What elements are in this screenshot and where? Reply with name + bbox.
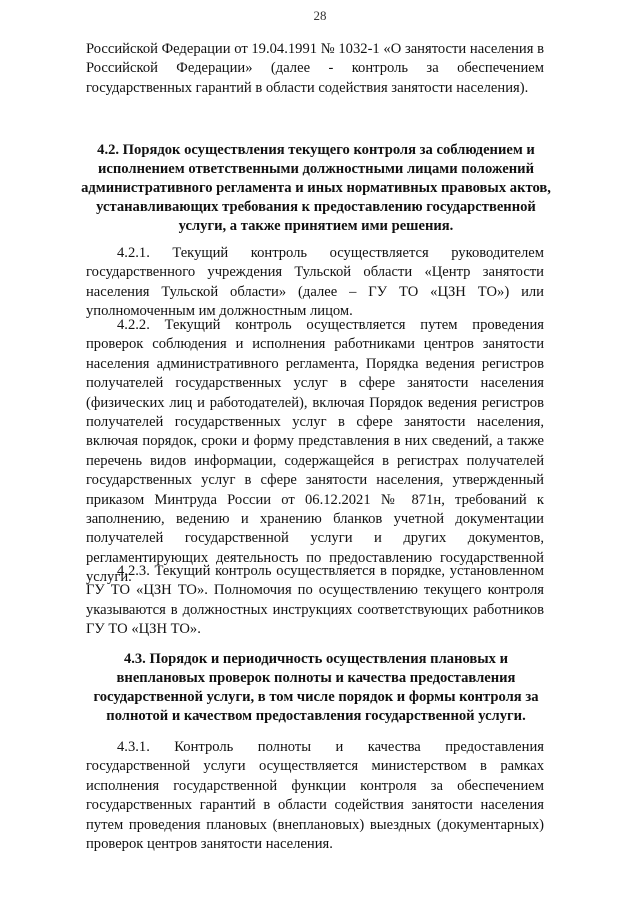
paragraph-4-3-1: 4.3.1. Контроль полноты и качества предоставления государственной услуги осуществляется министерством в рамках исполнения государственной функции контроля за обеспечением государственных гарантий в области содействия занятости населения путем проведения плановых (внеплановых) выездных (документарных) проверок центров занятости населения. (86, 739, 544, 853)
page-number: 28 (313, 8, 327, 23)
paragraph-4-2-2: 4.2.2. Текущий контроль осуществляется путем проведения проверок соблюдения и исполнения работниками центров занятости населения административного регламента, Порядка ведения регистров получателей государственных услуг в сфере занятости населения (физических лиц и работодателей), включая Порядок ведения регистров получателей государственных услуг в сфере занятости населения, включая порядок, сроки и форму представления в них сведений, а также перечень видов информации, содержащейся в регистрах получателей государственных услуг в сфере занятости населения, утвержденный приказом Минтруда России от 06.12.2021 № 871н, требований к заполнению, ведению и хранению бланков учетной документации получателей государственной услуги и других документов, регламентирующих деятельность по предоставлению государственной услуги. (86, 317, 544, 586)
paragraph-4-2-1: 4.2.1. Текущий контроль осуществляется руководителем государственного учреждения Тульской области «Центр занятости населения Тульской области» (далее – ГУ ТО «ЦЗН ТО») или уполномоченным им должностным лицом. (86, 245, 544, 320)
section-heading-4-3: 4.3. Порядок и периодичность осуществления плановых и внеплановых проверок полноты и качества предоставления государственной услуги, в том числе порядок и формы контроля за полнотой и качеством предоставления государственной услуги. (93, 651, 539, 724)
paragraph-4-2-3: 4.2.3. Текущий контроль осуществляется в порядке, установленном ГУ ТО «ЦЗН ТО». Полномочия по осуществлению текущего контроля указываются в должностных инструкциях соответствующих работников ГУ ТО «ЦЗН ТО». (86, 563, 544, 638)
section-heading-4-2: 4.2. Порядок осуществления текущего контроля за соблюдением и исполнением ответственными должностными лицами положений административного регламента и иных нормативных правовых актов, устанавливающих требования к предоставлению государственной услуги, а также принятием ими решения. (81, 142, 551, 234)
intro-paragraph: Российской Федерации от 19.04.1991 № 1032-1 «О занятости населения в Российской Федерации» (далее - контроль за обеспечением государственных гарантий в области содействия занятости населения). (86, 41, 544, 96)
